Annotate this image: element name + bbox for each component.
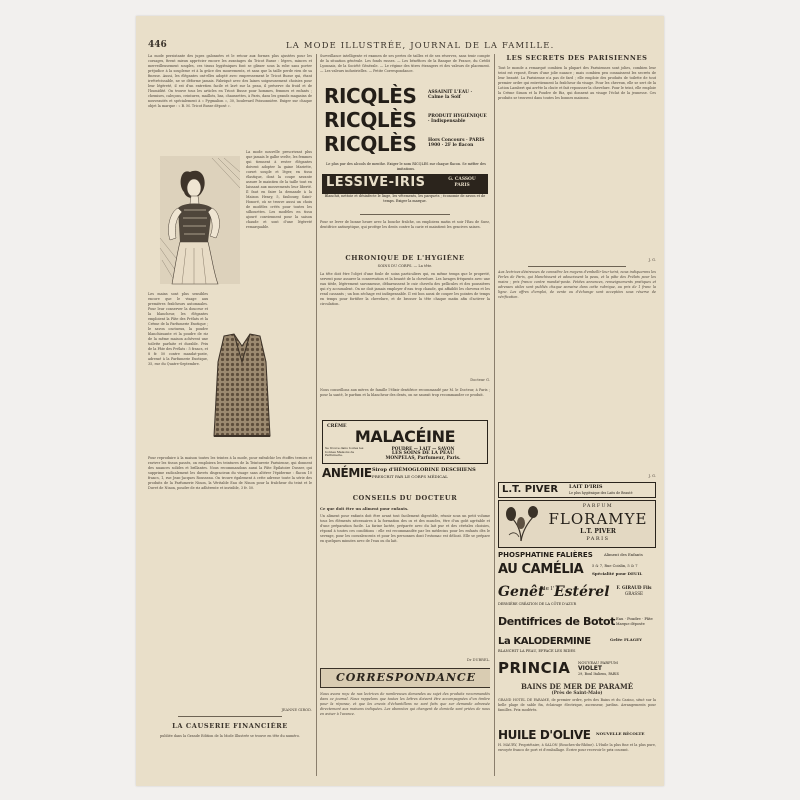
dentifrices-botot-advertisement — [498, 614, 656, 632]
genet-logo: Genêt — [498, 584, 545, 600]
princia-logo: PRINCIA — [498, 659, 571, 677]
ricqles-tagline: PRODUIT HYGIÉNIQUE · Indispensable — [428, 114, 487, 124]
genet-maker: F. GIRAUD Fils — [616, 585, 652, 590]
lessive-iris-logo: LESSIVE-IRIS — [326, 175, 426, 190]
malaceine-footer: Se trouve dans toutes les bonnes Maisons de Parfumerie. — [325, 447, 364, 458]
au-camelia-advertisement — [498, 562, 656, 580]
ricqles-tagline: ASSAINIT L'EAU · Calme la Soif — [428, 90, 473, 100]
hygiene-heading: CHRONIQUE DE L'HYGIÈNE — [345, 254, 465, 262]
conseils-heading: CONSEILS DU DOCTEUR — [352, 494, 458, 502]
genet-esterel-advertisement — [498, 584, 656, 610]
malaceine-subtitle: LES SOINS DE LA PEAU — [391, 451, 455, 456]
column-3 — [498, 54, 656, 778]
princia-address: 29, Boul Italiens, PARIS — [578, 672, 619, 676]
dentifrices-botot-mark: Marque déposée — [616, 622, 645, 626]
malaceine-tagline: POUDRE — LAIT — SAVON — [391, 446, 455, 451]
ricqles-tagline: Hors Concours · PARIS 1900 · 2F le flacon — [428, 138, 485, 148]
article-text-narrow: Les mains sont plus sensibles encore que le visage aux premières fraîcheurs automnales. Pour leur conserver la douceur et la blancheur, les élégantes emploient la Pâte des Prélats et la Crème de la Parfumerie Exotique ; le savon onctueux, la poudre blanchissante et la poudre de riz de la même maison achèvent une toilette parfaite et durable. Prix de la Pâte des Prélats : 5 francs, et 8 fr. 50 contre mandat-poste, adressé à la Parfumerie Exotique, 35, rue du Quatre-Septembre. — [148, 292, 208, 366]
dentifrices-botot-tagline: Eau · Poudre · Pâte — [616, 616, 653, 621]
anemie-advertisement — [322, 466, 488, 484]
huile-olive-tagline: NOUVELLE RÉCOLTE — [596, 731, 645, 736]
lessive-iris-footer: Blanchit, nettoie et désinfecte le linge, les vêtements, les parquets ; économie de savon et de temps. Exiger la marque. — [324, 194, 486, 203]
esterel-logo: Estérel — [554, 584, 610, 600]
ricqles-logo: RICQLÈS — [324, 108, 417, 132]
lessive-iris-maker: G. CASSOU PARIS — [448, 177, 476, 188]
au-camelia-address: 5 & 7, Rue Coislin, 5 & 7 — [592, 564, 638, 568]
phosphatine-name: PHOSPHATINE FALIÈRES — [498, 551, 593, 559]
causerie-heading: LA CAUSERIE FINANCIÈRE — [172, 722, 288, 730]
column-rule — [494, 54, 495, 776]
anemie-subtitle: PRESCRIT PAR LE CORPS MÉDICAL — [372, 474, 448, 479]
secrets-heading: LES SECRETS DES PARISIENNES — [506, 54, 648, 62]
princia-maker: VIOLET — [578, 665, 602, 672]
princia-tagline: NOUVEAU PARFUM — [578, 660, 618, 665]
floramye-logo: FLORAMYE — [548, 510, 648, 528]
princia-advertisement — [498, 660, 656, 678]
bains-de-mer-heading: BAINS DE MER DE PARAMÉ — [520, 682, 634, 691]
floramye-city: PARIS — [586, 536, 610, 542]
page-number: 446 — [148, 40, 167, 50]
woman-corset-illustration — [156, 148, 242, 286]
huile-olive-text: H. MAURY, Propriétaire, à SALON (Bouches-du-Rhône). L'Huile la plus fine et la plus pure, envoyée franco de port et d'emballage. Écrire pour recevoir le prix courant. — [498, 743, 656, 752]
kalodermine-logo: La KALODERMINE — [498, 636, 591, 647]
huile-olive-logo: HUILE D'OLIVE — [498, 728, 591, 742]
conseils-signature: Dr DUBREL. — [466, 658, 490, 662]
au-camelia-logo: AU CAMÉLIA — [498, 562, 584, 577]
au-camelia-tagline: Spécialité pour DEUIL — [592, 571, 643, 576]
kalodermine-advertisement — [498, 636, 656, 656]
bains-de-mer-subheading: (Près de Saint-Malo) — [551, 691, 603, 696]
bains-de-mer-text: GRAND HÔTEL DE PARAMÉ, de premier ordre, près des Bains et du Casino, situé sur la belle plage de sable fin, éclairage électrique, ascenseur, jardins. Arrangements pour familles. Prix modérés. — [498, 698, 656, 712]
divider — [178, 716, 282, 717]
dental-notice-text: Nous conseillons aux mères de famille l'élixir dentifrice recommandé par M. le Docteur, à Paris ; pour la santé, le parfum et la blancheur des dents, on ne saurait trop recommander ce produit. — [320, 388, 490, 397]
dentifrices-botot-logo: Dentifrices de Botot — [498, 615, 615, 628]
correspondance-title: CORRESPONDANCE — [335, 671, 477, 684]
phosphatine-tagline: Aliment des Enfants — [604, 552, 643, 557]
malaceine-advertisement — [322, 420, 488, 464]
petites-annonces-text: Aux lectrices désireuses de connaître les moyens d'embellir leur teint, nous indiquerons les Perles de Paris, qui blanchissent et adoucissent la peau, et la pâte des Prélats pour les mains ; prix franco contre mandat-poste. Petites annonces, renseignements pratiques et adresses utiles sont publiés chaque semaine dans cette rubrique, au prix de 1 franc la ligne. Les offres d'emploi, de vente ou d'échange sont acceptées sous réserve de vérification. — [498, 270, 656, 299]
kalodermine-maker: Gelée FLAGEY — [610, 637, 643, 642]
anemie-product: Sirop d'HÉMOGLOBINE DESCHIENS — [372, 467, 476, 473]
piver-lait-iris-advertisement — [498, 482, 656, 498]
article-text: La mode persistante des jupes galonnées et le retour aux formes plus ajustées pour les corsages, firent mieux apprécier encore les avantages du Tricot Busse : légers, minces et merveilleusement souples, ces tissus hygiéniques font se glisser sous la robe sans porter préjudice à la souplesse et à la grâce des mouvements, et sans que la taille perde rien de sa finesse. Aussi, les élégantes ont-elles adopté avec empressement le Tricot Busse qui, étant irrétrécissable, ne se déforme jamais. Fabriqué avec des laines soigneusement choisies pour leur légèreté, il est d'un entretien facile et lavé sur la peau, il préserve du froid et de l'humidité. On trouve tous les articles en Tricot Busse pour hommes, femmes et enfants ; chemises, caleçons, ceintures, maillots, bas, chaussettes, à Paris, dans les grands magasins de nouveautés et spécialement à « Pygmalion », 30, boulevard Poissonnière. Exiger sur chaque objet la marque : « B. M. Tricot Busse déposé ». — [148, 54, 312, 108]
piver-tagline: Le plus hygiénique des Laits de Beauté — [569, 491, 633, 495]
column-rule — [316, 54, 317, 776]
divider — [528, 266, 626, 267]
secrets-signature: J. G. — [648, 258, 656, 262]
column-2 — [320, 54, 490, 778]
floramye-maker: L.T. PIVER — [580, 528, 616, 535]
magazine-page — [136, 16, 664, 786]
divider — [360, 214, 450, 215]
article-text: Pour reproduire à la maison toutes les teintes à la mode, pour rafraîchir les étoffes ternies et raviver les tissus passés, on emploiera les teintures de la Teinturerie Parisienne, qui donnent des nuances solides et brillantes. Nous recommandons aussi la Pâte Épilatoire Dusser, qui supprime radicalement les duvets disgracieux du visage sans altérer l'épiderme : flacon 10 francs, 1, rue Jean-Jacques Rousseau. On trouve également à cette adresse toute la série des produits de la Parfumerie Ninon, la Véritable Eau de Ninon pour la fraîcheur du teint et le Duvet de Ninon, poudre de riz adhérente et invisible, 3 fr. 50. — [148, 456, 312, 490]
piver-product: LAIT D'IRIS — [569, 484, 603, 490]
financial-summary-text: Surveillance intelligente et examen de ses pertes de tailles et de ses réserves, sans tenir compte de la situation générale. Les fonds russes. — Les bénéfices de la Banque de France, du Crédit Lyonnais, de la Société Générale. — Le régime des titres étrangers et des valeurs de placement. — Les valeurs industrielles. — Petite Correspondance. — [320, 54, 490, 73]
malaceine-brand-small: CRÈME — [327, 424, 347, 429]
knit-vest-illustration — [210, 332, 274, 442]
malaceine-maker: MONPELAS, Parfumeur, Paris. — [385, 456, 461, 461]
running-head: LA MODE ILLUSTRÉE, JOURNAL DE LA FAMILLE. — [286, 40, 555, 50]
genet-separator: de l' — [542, 586, 554, 592]
correspondance-text: Nous avons reçu de nos lectrices de nombreuses demandes au sujet des produits recommandés dans ce journal. Nous rappelons que toutes les lettres doivent être accompagnées d'un timbre pour la réponse, et que les envois d'échantillons ne sont faits que sur demande adressée directement aux maisons indiquées. Les abonnées qui changent de domicile sont priées de nous en aviser à l'avance. — [320, 692, 490, 716]
correspondance-banner — [320, 668, 490, 688]
ricqles-footer: Le plus pur des alcools de menthe. Exiger le nom RICQLÈS sur chaque flacon. Se méfier des imitations. — [326, 162, 486, 171]
genet-tagline: DERNIÈRE CRÉATION DE LA CÔTE D'AZUR — [498, 602, 577, 606]
hygiene-article-text: La tête doit être l'objet d'une foule de soins particuliers qui, en même temps que le propreté, servent pour assurer la conservation et la beauté de la chevelure. Les lavages fréquents avec une eau tiède, légèrement savonneuse, débarrassent le cuir chevelu des pellicules et des poussières qui s'y accumulent. On ne doit jamais employer d'eau trop chaude, qui affaiblit les cheveux et les rend cassants ; un bon séchage est indispensable. Il est bon aussi de couper les pointes de temps en temps pour fortifier la chevelure, et de brosser la tête chaque matin afin d'activer la circulation. — [320, 272, 490, 306]
causerie-text: publiée dans la Grande Édition de la Mode Illustrée se trouve en tête du numéro. — [160, 734, 300, 738]
article-signature: JEANNE GIROD. — [281, 708, 312, 712]
hygiene-signature: Docteur G. — [470, 378, 490, 382]
phosphatine-advertisement — [498, 550, 656, 560]
piver-name: L.T. PIVER — [502, 484, 559, 495]
conseils-article-text: Un aliment pour enfants doit être avant tout facilement digestible, réunir sous un petit volume tous les éléments nécessaires à la formation des os et des muscles, être d'un goût agréable et d'une préparation facile. La farine lactée, préparée avec du lait pur et des céréales choisies, répond à toutes ces conditions : elle est recommandée par les médecins pour les enfants dès le sevrage, pour les convalescents et pour les personnes dont l'estomac est délicat. Elle se prépare en quelques minutes avec de l'eau ou du lait. — [320, 514, 490, 543]
article-text-narrow: La mode nouvelle prescrivant plus que jamais le galbe svelte, les femmes qui tiennent à rester élégantes doivent adopter la gaine Mariette, corset souple et léger, en tissu élastique, dont la coupe savante assure le maintien de la taille tout en laissant aux mouvements leur liberté. Il faut en faire la demande à la Maison Henry, 5, faubourg Saint-Honoré, où se trouve aussi un choix de modèles créés pour toutes les silhouettes. Les modèles en tissu ajouré conviennent pour la saison chaude et sont d'une légèreté remarquable. — [246, 150, 312, 229]
ricqles-logo: RICQLÈS — [324, 84, 417, 108]
genet-city: GRASSE — [624, 591, 644, 596]
dentifrice-notice-text: Pour se lever de bonne heure avec la bouche fraîche, on emploiera matin et soir l'Eau de Suez, dentifrice antiseptique, qui protège les dents contre la carie et maintient les gencives saines. — [320, 220, 490, 229]
floramye-parfum-label: PARFUM — [582, 504, 614, 509]
column-1 — [148, 54, 312, 778]
secrets-article-text: Tout le monde a remarqué combien la plupart des Parisiennes sont jolies, combien leur teint est reposé, fleurs d'une jolie nuance ; mais combien peu connaissent les secrets de leur beauté. La Parisienne n'a pas de fard ; elle emploie des produits de toilette de tout premier ordre qui entretiennent la fraîcheur du visage. Pour les cheveux, elle se sert de la Lotion Lambert qui arrête la chute et fait repousser la chevelure. Pour le teint, elle emploie la Crème Simon et la Poudre de Riz, qui donnent au visage l'éclat de la jeunesse. Ces produits se trouvent dans toutes les bonnes maisons. — [498, 66, 656, 100]
anemie-title: ANÉMIE — [322, 466, 372, 480]
hygiene-subheading: SOINS DU CORPS. — La tête. — [377, 264, 433, 268]
ricqles-advertisement — [324, 86, 488, 186]
petites-annonces-signature: J. G. — [648, 474, 656, 478]
kalodermine-tagline: BLANCHIT LA PEAU, EFFACE LES RIDES — [498, 649, 576, 653]
conseils-subheading: Ce que doit être un aliment pour enfants. — [320, 506, 409, 511]
malaceine-logo: MALACÉINE — [354, 427, 456, 446]
floramye-advertisement — [498, 500, 656, 548]
huile-olive-advertisement — [498, 728, 656, 772]
ricqles-logo: RICQLÈS — [324, 132, 417, 156]
lessive-iris-advertisement — [322, 174, 488, 212]
floral-ornament-icon — [503, 505, 539, 543]
